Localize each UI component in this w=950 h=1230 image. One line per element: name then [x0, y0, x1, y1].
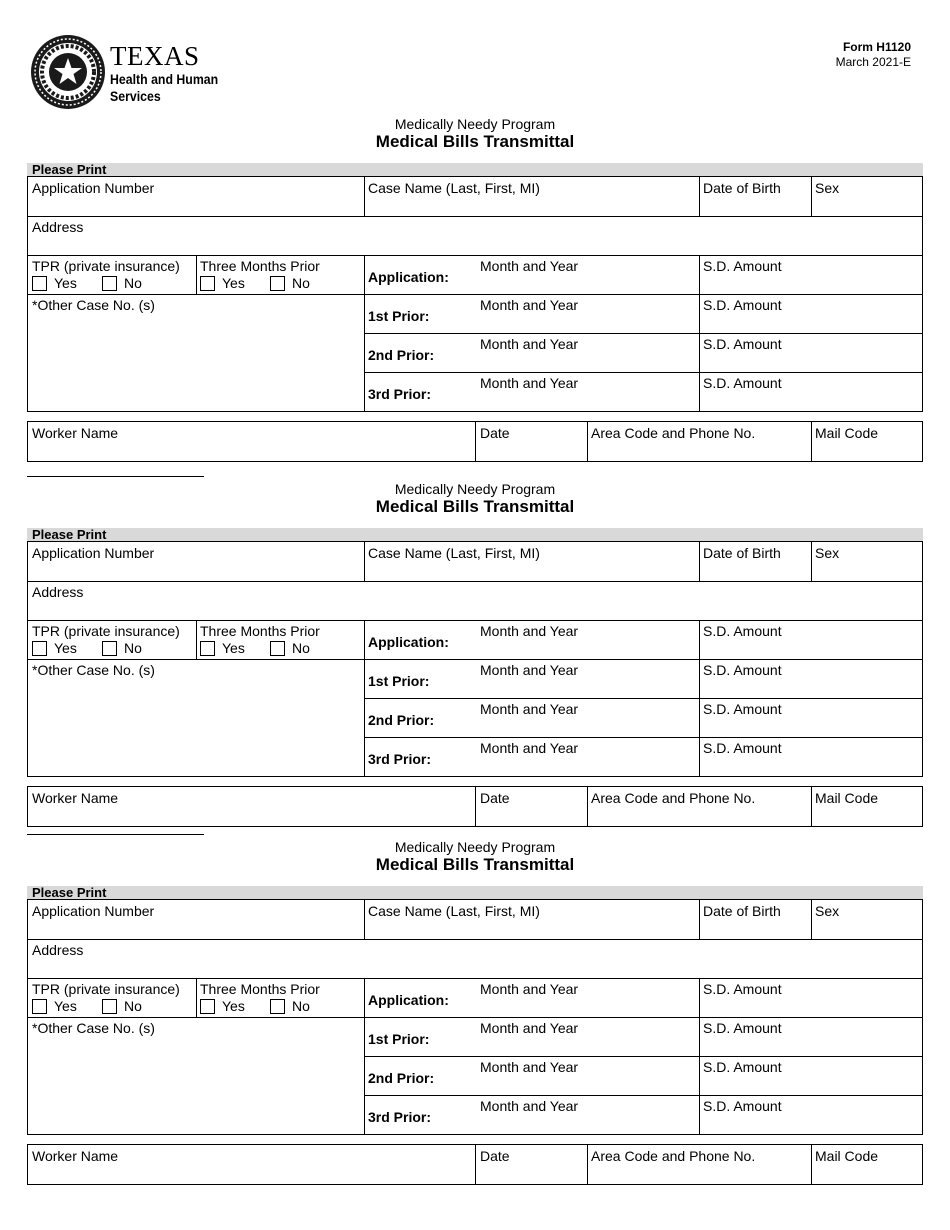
- third-prior-sd-amount-field[interactable]: S.D. Amount: [703, 375, 782, 391]
- cut-line: [27, 476, 204, 477]
- tpr-no-checkbox[interactable]: [102, 641, 117, 656]
- three-months-no-label: No: [292, 640, 310, 656]
- application-sd-amount-field[interactable]: S.D. Amount: [703, 981, 782, 997]
- col-divider: [475, 787, 476, 826]
- tpr-label: TPR (private insurance): [32, 981, 180, 997]
- sex-field[interactable]: Sex: [815, 903, 840, 919]
- worker-info-row: [27, 1144, 923, 1185]
- three-months-no-checkbox[interactable]: [270, 276, 285, 291]
- transmittal-block-1: [27, 116, 923, 462]
- first-prior-month-year-field[interactable]: Month and Year: [480, 1020, 579, 1036]
- col-divider: [364, 542, 365, 581]
- application-number-field[interactable]: Application Number: [32, 180, 155, 196]
- row-divider: [28, 620, 922, 621]
- case-name-field[interactable]: Case Name (Last, First, MI): [368, 180, 540, 196]
- col-divider: [811, 542, 812, 581]
- col-divider: [475, 422, 476, 461]
- please-print-bar: [27, 528, 923, 541]
- col-divider: [196, 978, 197, 1017]
- row-divider: [28, 581, 922, 582]
- sex-field[interactable]: Sex: [815, 180, 840, 196]
- please-print-bar: [27, 886, 923, 899]
- col-divider: [587, 1145, 588, 1184]
- row-divider: [28, 255, 922, 256]
- second-prior-sd-amount-field[interactable]: S.D. Amount: [703, 1059, 782, 1075]
- tpr-yes-label: Yes: [54, 640, 77, 656]
- program-name: Medically Needy Program: [394, 481, 556, 497]
- application-row-label: Application:: [368, 269, 449, 285]
- third-prior-month-year-field[interactable]: Month and Year: [480, 1098, 579, 1114]
- second-prior-month-year-field[interactable]: Month and Year: [480, 701, 579, 717]
- program-name: Medically Needy Program: [394, 116, 556, 132]
- form-date: March 2021-E: [835, 55, 911, 69]
- col-divider: [811, 1145, 812, 1184]
- col-divider: [699, 177, 700, 216]
- case-name-field[interactable]: Case Name (Last, First, MI): [368, 903, 540, 919]
- row-divider: [364, 1056, 922, 1057]
- client-info-grid: [27, 541, 923, 777]
- row-divider: [28, 294, 922, 295]
- col-divider: [811, 787, 812, 826]
- address-field[interactable]: Address: [32, 584, 84, 600]
- application-month-year-field[interactable]: Month and Year: [480, 258, 579, 274]
- form-title: Medical Bills Transmittal: [375, 855, 575, 874]
- mail-code-field[interactable]: Mail Code: [815, 790, 879, 806]
- first-prior-sd-amount-field[interactable]: S.D. Amount: [703, 297, 782, 313]
- tpr-label: TPR (private insurance): [32, 623, 180, 639]
- three-months-yes-checkbox[interactable]: [200, 641, 215, 656]
- tpr-yes-label: Yes: [54, 275, 77, 291]
- worker-name-field[interactable]: Worker Name: [32, 1148, 119, 1164]
- date-of-birth-field[interactable]: Date of Birth: [703, 180, 781, 196]
- three-months-no-checkbox[interactable]: [270, 641, 285, 656]
- mail-code-field[interactable]: Mail Code: [815, 425, 879, 441]
- cut-line: [27, 834, 204, 835]
- please-print-bar: [27, 163, 923, 176]
- application-month-year-field[interactable]: Month and Year: [480, 981, 579, 997]
- texas-seal-icon: [30, 34, 106, 110]
- tpr-no-label: No: [124, 640, 142, 656]
- application-number-field[interactable]: Application Number: [32, 545, 155, 561]
- application-month-year-field[interactable]: Month and Year: [480, 623, 579, 639]
- logo-agency-text: [110, 71, 218, 105]
- three-months-yes-checkbox[interactable]: [200, 276, 215, 291]
- col-divider: [699, 900, 700, 939]
- third-prior-month-year-field[interactable]: Month and Year: [480, 375, 579, 391]
- first-prior-row-label: 1st Prior:: [368, 1031, 430, 1047]
- logo-agency-line1: Health and Human: [110, 71, 219, 87]
- second-prior-row-label: 2nd Prior:: [368, 347, 435, 363]
- row-divider: [28, 1017, 922, 1018]
- col-divider: [811, 177, 812, 216]
- mail-code-field[interactable]: Mail Code: [815, 1148, 879, 1164]
- please-print-label: Please Print: [32, 885, 107, 900]
- date-field[interactable]: Date: [480, 425, 510, 441]
- three-months-yes-checkbox[interactable]: [200, 999, 215, 1014]
- row-divider: [28, 216, 922, 217]
- third-prior-row-label: 3rd Prior:: [368, 1109, 432, 1125]
- application-sd-amount-field[interactable]: S.D. Amount: [703, 258, 782, 274]
- col-divider: [811, 422, 812, 461]
- other-case-no-field[interactable]: *Other Case No. (s): [32, 1020, 155, 1036]
- address-field[interactable]: Address: [32, 942, 84, 958]
- address-field[interactable]: Address: [32, 219, 84, 235]
- col-divider: [699, 978, 700, 1134]
- tpr-yes-checkbox[interactable]: [32, 641, 47, 656]
- third-prior-sd-amount-field[interactable]: S.D. Amount: [703, 1098, 782, 1114]
- three-months-no-checkbox[interactable]: [270, 999, 285, 1014]
- please-print-label: Please Print: [32, 162, 107, 177]
- date-field[interactable]: Date: [480, 790, 510, 806]
- col-divider: [587, 422, 588, 461]
- form-title: Medical Bills Transmittal: [375, 132, 575, 151]
- tpr-no-label: No: [124, 998, 142, 1014]
- form-title: Medical Bills Transmittal: [375, 497, 575, 516]
- worker-info-row: [27, 786, 923, 827]
- date-of-birth-field[interactable]: Date of Birth: [703, 903, 781, 919]
- second-prior-row-label: 2nd Prior:: [368, 712, 435, 728]
- three-months-yes-label: Yes: [222, 275, 245, 291]
- form-identifier: [836, 40, 911, 70]
- col-divider: [364, 255, 365, 411]
- row-divider: [28, 939, 922, 940]
- col-divider: [587, 787, 588, 826]
- application-number-field[interactable]: Application Number: [32, 903, 155, 919]
- third-prior-month-year-field[interactable]: Month and Year: [480, 740, 579, 756]
- row-divider: [364, 333, 922, 334]
- phone-field[interactable]: Area Code and Phone No.: [591, 790, 756, 806]
- col-divider: [699, 542, 700, 581]
- col-divider: [364, 900, 365, 939]
- phone-field[interactable]: Area Code and Phone No.: [591, 1148, 756, 1164]
- hhs-logo: [30, 34, 230, 112]
- row-divider: [28, 978, 922, 979]
- tpr-no-checkbox[interactable]: [102, 999, 117, 1014]
- col-divider: [196, 620, 197, 659]
- application-row-label: Application:: [368, 634, 449, 650]
- other-case-no-field[interactable]: *Other Case No. (s): [32, 662, 155, 678]
- row-divider: [364, 372, 922, 373]
- col-divider: [475, 1145, 476, 1184]
- worker-name-field[interactable]: Worker Name: [32, 790, 119, 806]
- first-prior-month-year-field[interactable]: Month and Year: [480, 297, 579, 313]
- worker-name-field[interactable]: Worker Name: [32, 425, 119, 441]
- col-divider: [811, 900, 812, 939]
- row-divider: [364, 737, 922, 738]
- third-prior-row-label: 3rd Prior:: [368, 386, 432, 402]
- sex-field[interactable]: Sex: [815, 545, 840, 561]
- three-months-prior-label: Three Months Prior: [200, 258, 320, 274]
- client-info-grid: [27, 176, 923, 412]
- transmittal-block-2: [27, 481, 923, 827]
- row-divider: [364, 698, 922, 699]
- tpr-no-checkbox[interactable]: [102, 276, 117, 291]
- second-prior-month-year-field[interactable]: Month and Year: [480, 336, 579, 352]
- first-prior-sd-amount-field[interactable]: S.D. Amount: [703, 1020, 782, 1036]
- col-divider: [364, 620, 365, 776]
- form-number: Form H1120: [842, 40, 911, 54]
- client-info-grid: [27, 899, 923, 1135]
- date-field[interactable]: Date: [480, 1148, 510, 1164]
- tpr-yes-label: Yes: [54, 998, 77, 1014]
- worker-info-row: [27, 421, 923, 462]
- col-divider: [364, 177, 365, 216]
- three-months-yes-label: Yes: [222, 998, 245, 1014]
- logo-texas-text: TEXAS: [110, 41, 200, 71]
- third-prior-sd-amount-field[interactable]: S.D. Amount: [703, 740, 782, 756]
- col-divider: [364, 978, 365, 1134]
- col-divider: [699, 255, 700, 411]
- other-case-no-field[interactable]: *Other Case No. (s): [32, 297, 155, 313]
- application-row-label: Application:: [368, 992, 449, 1008]
- three-months-prior-label: Three Months Prior: [200, 981, 320, 997]
- three-months-no-label: No: [292, 275, 310, 291]
- row-divider: [364, 1095, 922, 1096]
- application-sd-amount-field[interactable]: S.D. Amount: [703, 623, 782, 639]
- three-months-prior-label: Three Months Prior: [200, 623, 320, 639]
- first-prior-row-label: 1st Prior:: [368, 308, 430, 324]
- tpr-no-label: No: [124, 275, 142, 291]
- row-divider: [28, 659, 922, 660]
- third-prior-row-label: 3rd Prior:: [368, 751, 432, 767]
- second-prior-month-year-field[interactable]: Month and Year: [480, 1059, 579, 1075]
- second-prior-sd-amount-field[interactable]: S.D. Amount: [703, 701, 782, 717]
- case-name-field[interactable]: Case Name (Last, First, MI): [368, 545, 540, 561]
- first-prior-month-year-field[interactable]: Month and Year: [480, 662, 579, 678]
- three-months-no-label: No: [292, 998, 310, 1014]
- please-print-label: Please Print: [32, 527, 107, 542]
- three-months-yes-label: Yes: [222, 640, 245, 656]
- tpr-yes-checkbox[interactable]: [32, 276, 47, 291]
- second-prior-row-label: 2nd Prior:: [368, 1070, 435, 1086]
- col-divider: [196, 255, 197, 294]
- transmittal-block-3: [27, 839, 923, 1185]
- first-prior-row-label: 1st Prior:: [368, 673, 430, 689]
- first-prior-sd-amount-field[interactable]: S.D. Amount: [703, 662, 782, 678]
- tpr-yes-checkbox[interactable]: [32, 999, 47, 1014]
- second-prior-sd-amount-field[interactable]: S.D. Amount: [703, 336, 782, 352]
- logo-agency-line2: Services: [110, 88, 161, 104]
- tpr-label: TPR (private insurance): [32, 258, 180, 274]
- date-of-birth-field[interactable]: Date of Birth: [703, 545, 781, 561]
- col-divider: [699, 620, 700, 776]
- phone-field[interactable]: Area Code and Phone No.: [591, 425, 756, 441]
- program-name: Medically Needy Program: [394, 839, 556, 855]
